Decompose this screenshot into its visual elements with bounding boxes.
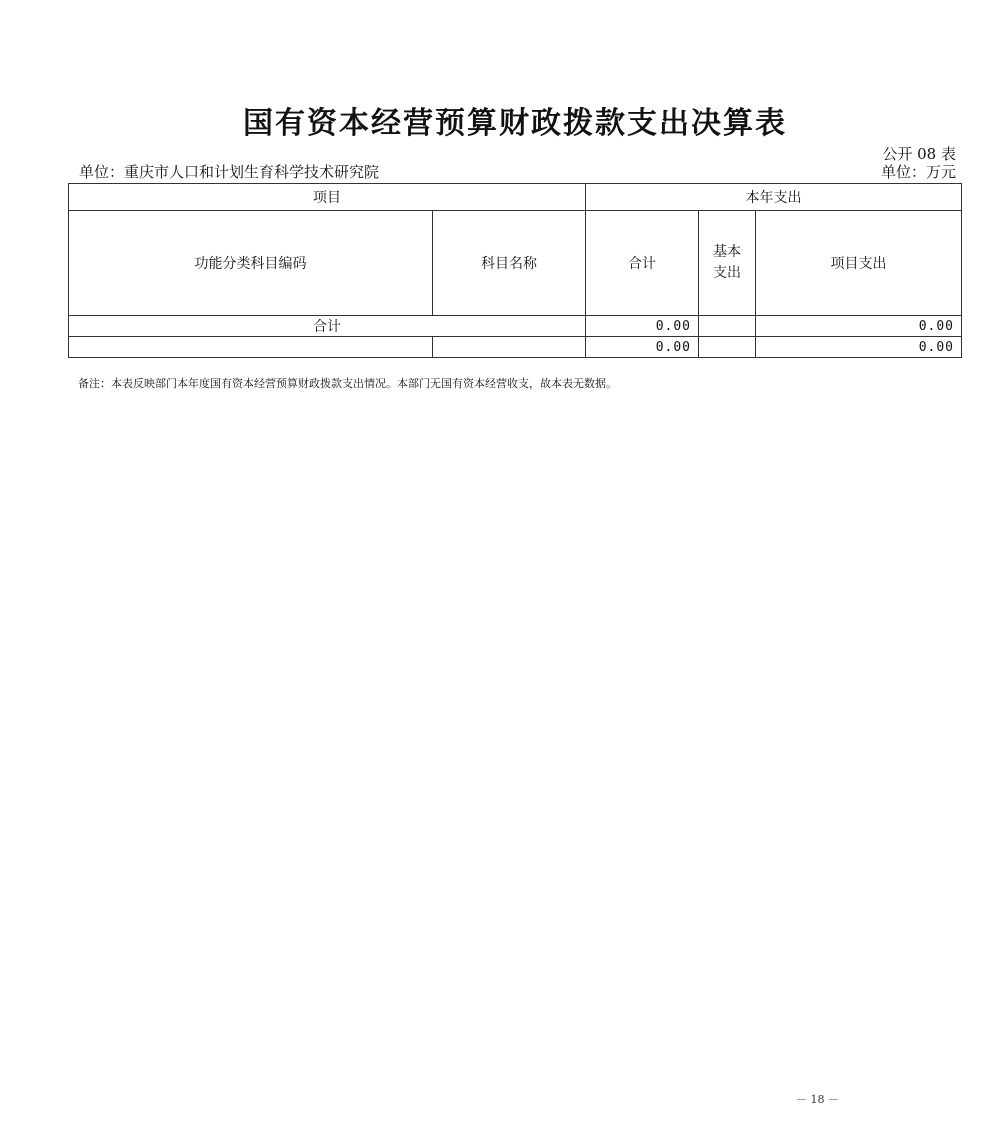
header-function-code: 功能分类科目编码 — [69, 211, 433, 316]
form-number: 公开 08 表 — [882, 145, 956, 163]
footnote: 备注：本表反映部门本年度国有资本经营预算财政拨款支出情况。本部门无国有资本经营收支，故本表无数据。 — [78, 377, 617, 390]
unit-currency: 单位：万元 — [880, 163, 956, 181]
budget-table — [68, 183, 962, 358]
header-basic-expense-cell — [699, 211, 756, 316]
unit-organization: 单位：重庆市人口和计划生育科学技术研究院 — [79, 163, 380, 181]
table-subheader-row — [69, 211, 962, 316]
row-code — [69, 337, 433, 358]
row-amount: 0.00 — [586, 337, 699, 358]
row-basic — [699, 337, 756, 358]
header-project: 项目 — [69, 184, 586, 211]
table-row — [69, 337, 962, 358]
header-total: 合计 — [586, 211, 699, 316]
table-row-total — [69, 316, 962, 337]
row-total-project: 0.00 — [756, 316, 962, 337]
row-total-label: 合计 — [69, 316, 586, 337]
row-project: 0.00 — [756, 337, 962, 358]
page-number: － 18 － — [796, 1093, 839, 1106]
page-title: 国有资本经营预算财政拨款支出决算表 — [243, 106, 787, 141]
row-name — [433, 337, 586, 358]
row-total-amount: 0.00 — [586, 316, 699, 337]
header-basic-expense: 基本支出 — [713, 244, 741, 281]
table-header-row — [69, 184, 962, 211]
header-subject-name: 科目名称 — [433, 211, 586, 316]
header-this-year-expense: 本年支出 — [586, 184, 962, 211]
row-total-basic — [699, 316, 756, 337]
header-project-expense: 项目支出 — [756, 211, 962, 316]
